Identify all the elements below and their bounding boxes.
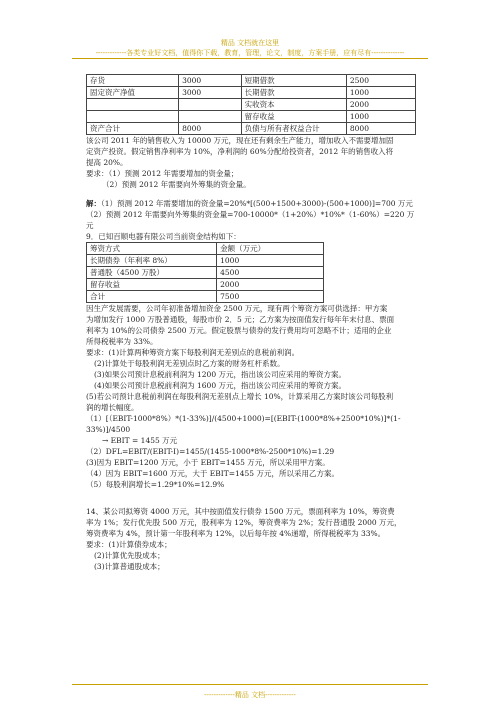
page-header-title: 精品 文档就在这里	[220, 39, 280, 47]
answer-1-line-2: （2）预测 2012 年需要向外筹集的资金量=700-10000*（1+20%）*10%*（1-60%）=220 万元	[86, 210, 415, 230]
balance-sheet-cell: 长期借款	[241, 87, 346, 99]
text-line: （2）DFL=EBIT/(EBIT-I)=1455/(1455-1000*8%-2500*10%)=1.29	[86, 447, 335, 456]
page-header-subtitle: -------------各类专业好文档，值得你下载，教育，管理，论文，制度，方案手册，应有尽有--------------	[95, 49, 405, 57]
balance-sheet-cell: 8000	[346, 123, 415, 135]
balance-sheet-cell: 负债与所有者权益合计	[241, 123, 346, 135]
text-line: 要求：（1）预测 2012 年需要增加的资金量；	[86, 169, 239, 178]
balance-sheet-cell: 1000	[346, 111, 415, 123]
text-line: 该公司 2011 年的销售收入为 10000 万元，现在还有剩余生产能力，增加收入不需要增加固	[86, 136, 394, 145]
page-footer: -------------精品 文档-------------	[204, 691, 296, 699]
text-line: 润的增长幅度。	[86, 403, 139, 412]
text-line: (5)若公司预计息税前利润在每股利润无差别点上增长 10%，计算采用乙方案时该公司每股利	[86, 392, 394, 401]
text-line: (2)计算处于每股利润无差别点时乙方案的财务杠杆系数。	[94, 359, 285, 368]
capital-table-cell: 合计	[87, 291, 217, 303]
balance-sheet-cell: 1000	[346, 87, 415, 99]
capital-table-row	[87, 267, 324, 279]
balance-sheet-cell: 2500	[346, 75, 415, 87]
balance-sheet-row	[87, 123, 416, 135]
text-line: 筹资费率为 4%，预计第一年股利率为 12%，以后每年按 4%递增，所得税税率为 33%。	[86, 529, 386, 538]
text-line: （1）[（EBIT-1000*8%）*(1-33%)]/(4500+1000)=[(EBIT-(1000*8%+2500*10%)]*(1-33%)]/4500	[86, 414, 401, 434]
text-line: (3)因为 EBIT=1200 万元，小于 EBIT=1455 万元，所以采用甲方案。	[86, 458, 330, 467]
text-line: （4）因为 EBIT=1600 万元，大于 EBIT=1455 万元，所以采用乙方案。	[86, 469, 339, 478]
text-line: 14、某公司拟筹资 4000 万元，其中按面值发行债券 1500 万元，票面利率为 10%，筹资费	[86, 507, 395, 516]
balance-sheet-cell	[179, 111, 242, 123]
question-9-title: 9．已知百顺电器有限公司当前资金结构如下：	[86, 232, 241, 241]
balance-sheet-cell	[87, 99, 179, 111]
capital-table-header-cell: 金额（万元）	[217, 243, 323, 255]
question-9-paragraph	[86, 303, 416, 413]
balance-sheet-cell: 存货	[87, 75, 179, 87]
balance-sheet-row	[87, 99, 416, 111]
text-line: 要求：(1)计算两种筹资方案下每股利润无差别点的息税前利润。	[86, 348, 300, 357]
capital-table-cell: 4500	[217, 267, 323, 279]
text-line: (4)如果公司预计息税前利润为 1600 万元，指出该公司应采用的筹资方案。	[94, 381, 346, 390]
balance-sheet-row	[87, 75, 416, 87]
capital-table-header-cell: 筹资方式	[87, 243, 217, 255]
capital-table-row	[87, 255, 324, 267]
balance-sheet-cell: 3000	[179, 87, 242, 99]
question-14	[86, 506, 416, 572]
balance-sheet-cell: 固定资产净值	[87, 87, 179, 99]
capital-table-cell: 普通股（4500 万股）	[87, 267, 217, 279]
balance-sheet-cell: 留存收益	[241, 111, 346, 123]
capital-table-cell: 2000	[217, 279, 323, 291]
text-line: 提高 20%。	[86, 158, 128, 167]
text-line: 率为 1%；发行优先股 500 万元，股利率为 12%，筹资费率为 2%；发行普通股 2000 万元，	[86, 518, 402, 527]
capital-structure-table	[86, 242, 324, 303]
capital-table-header	[87, 243, 324, 255]
text-line: 利率为 10%的公司债券 2500 万元。假定股票与债券的发行费用均可忽略不计；适用的企业	[86, 326, 392, 335]
text-line: (3)如果公司预计息税前利润为 1200 万元，指出该公司应采用的筹资方案。	[94, 370, 346, 379]
capital-table-cell: 1000	[217, 255, 323, 267]
capital-table-cell: 留存收益	[87, 279, 217, 291]
text-line: (3)计算普通股成本；	[94, 562, 165, 571]
capital-table-cell: 7500	[217, 291, 323, 303]
balance-sheet-cell: 短期借款	[241, 75, 346, 87]
balance-sheet-row	[87, 87, 416, 99]
text-line: 为增加发行 1000 万股普通股，每股市价 2．5 元；乙方案为按面值发行每年年末付息、票面	[86, 315, 395, 324]
balance-sheet-cell: 8000	[179, 123, 242, 135]
text-line: 定资产投资。假定销售净利率为 10%，净利润的 60%分配给投资者，2012 年的销售收入将	[86, 147, 394, 156]
balance-sheet-row	[87, 111, 416, 123]
capital-table-cell: 长期债券（年利率 8%）	[87, 255, 217, 267]
text-line: (2)计算优先股成本；	[94, 551, 165, 560]
balance-sheet-table	[86, 74, 416, 135]
text-line: 所得税税率为 33%。	[86, 337, 158, 346]
answer-1-line-1: 解：（1）预测 2012 年需要增加的资金量=20%*[(500+1500+3000)-(500+1000)]=700 万元	[86, 199, 413, 208]
balance-sheet-cell: 3000	[179, 75, 242, 87]
balance-sheet-cell: 资产合计	[87, 123, 179, 135]
balance-sheet-cell	[87, 111, 179, 123]
document-body	[86, 74, 416, 572]
header-rule	[72, 58, 428, 59]
balance-sheet-cell	[179, 99, 242, 111]
answer-9	[86, 413, 416, 490]
question-paragraph-1	[86, 135, 416, 190]
balance-sheet-cell: 实收资本	[241, 99, 346, 111]
footer-rule	[72, 684, 428, 685]
text-line: 要求：(1)计算债券成本；	[86, 540, 172, 549]
balance-sheet-cell: 2000	[346, 99, 415, 111]
capital-table-row	[87, 279, 324, 291]
text-line: （2）预测 2012 年需要向外筹集的资金量。	[102, 180, 251, 189]
text-line: （5）每股利润增长=1.29*10%=12.9%	[86, 480, 225, 489]
capital-table-row	[87, 291, 324, 303]
text-line: 因生产发展需要，公司年初准备增加资金 2500 万元，现有两个筹资方案可供选择：甲方案	[86, 304, 388, 313]
text-line: → EBIT = 1455 万元	[102, 436, 178, 445]
